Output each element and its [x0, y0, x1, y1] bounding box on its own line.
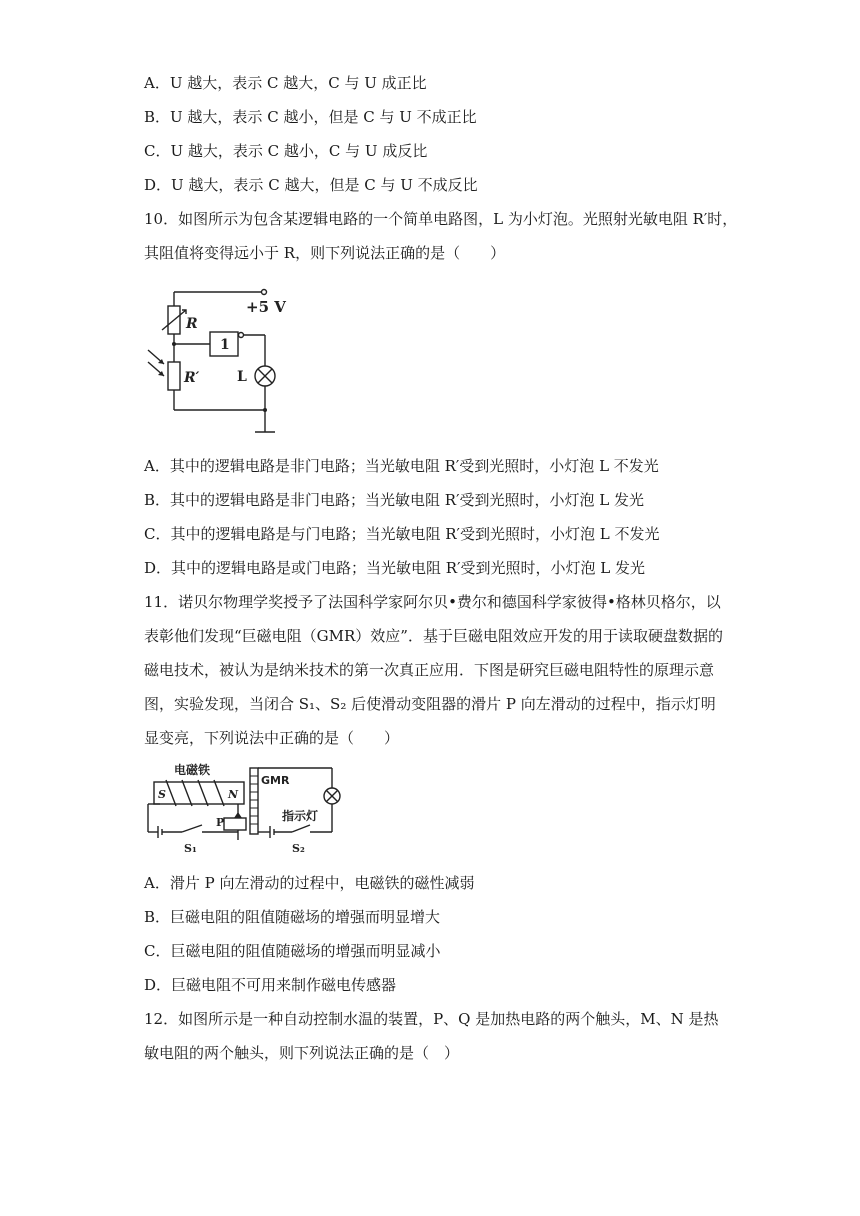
- q10-option-a: A．其中的逻辑电路是非门电路；当光敏电阻 R′受到光照时，小灯泡 L 不发光: [144, 457, 659, 475]
- q10-gate-label: 1: [220, 337, 230, 353]
- q11-option-b: B．巨磁电阻的阻值随磁场的增强而明显增大: [144, 908, 441, 926]
- q11-option-d: D．巨磁电阻不可用来制作磁电传感器: [144, 976, 397, 994]
- q10-photoresistor: [168, 362, 180, 390]
- q11-stem-line1: 11．诺贝尔物理学奖授予了法国科学家阿尔贝•费尔和德国科学家彼得•格林贝格尔，以: [144, 593, 721, 611]
- q11-electromagnet-label: 电磁铁: [174, 763, 211, 777]
- q10-resistor-r-label: R: [186, 316, 198, 332]
- q12-stem-line1: 12．如图所示是一种自动控制水温的装置，P、Q 是加热电路的两个触头，M、N 是热: [144, 1010, 719, 1028]
- q10-resistor-rp-label: R′: [184, 370, 200, 386]
- q11-stem-line3: 磁电技术，被认为是纳米技术的第一次真正应用．下图是研究巨磁电阻特性的原理示意: [144, 661, 715, 679]
- q11-option-c: C．巨磁电阻的阻值随磁场的增强而明显减小: [144, 942, 441, 960]
- q10-adjust-arrow: [162, 310, 186, 330]
- q11-option-a: A．滑片 P 向左滑动的过程中，电磁铁的磁性减弱: [144, 874, 475, 892]
- q10-lamp-label: L: [237, 369, 247, 385]
- q11-pole-n: N: [228, 788, 239, 801]
- q11-gmr-label: GMR: [261, 774, 290, 787]
- q11-gmr-circuit-diagram: [142, 762, 352, 856]
- q10-stem-line2: 其阻值将变得远小于 R，则下列说法正确的是（ ）: [144, 244, 506, 262]
- q9-option-c: C．U 越大，表示 C 越小，C 与 U 成反比: [144, 142, 428, 160]
- q11-slider-label: P: [216, 816, 225, 829]
- q10-option-c: C．其中的逻辑电路是与门电路；当光敏电阻 R′受到光照时，小灯泡 L 不发光: [144, 525, 660, 543]
- q11-stem-line5: 显变亮，下列说法中正确的是（ ）: [144, 729, 400, 747]
- q10-terminal: [262, 290, 267, 295]
- q10-voltage-label: +5 V: [246, 298, 286, 316]
- q11-stem-line2: 表彰他们发现“巨磁电阻（GMR）效应”．基于巨磁电阻效应开发的用于读取硬盘数据的: [144, 627, 723, 645]
- q11-coil: [166, 780, 224, 806]
- q9-option-d: D．U 越大，表示 C 越大，但是 C 与 U 不成反比: [144, 176, 478, 194]
- q11-switch2: [292, 825, 310, 832]
- q11-switch1-label: S₁: [184, 842, 197, 855]
- q11-stem-line4: 图，实验发现，当闭合 S₁、S₂ 后使滑动变阻器的滑片 P 向左滑动的过程中，指示灯明: [144, 695, 716, 713]
- q10-gate-bubble: [239, 333, 244, 338]
- q11-switch1: [182, 825, 202, 832]
- q11-pole-s: S: [158, 788, 166, 801]
- q9-option-b: B．U 越大，表示 C 越小，但是 C 与 U 不成正比: [144, 108, 477, 126]
- q11-rheostat: [224, 818, 246, 830]
- q10-circuit-diagram: [140, 282, 300, 437]
- q10-option-d: D．其中的逻辑电路是或门电路；当光敏电阻 R′受到光照时，小灯泡 L 发光: [144, 559, 645, 577]
- q10-option-b: B．其中的逻辑电路是非门电路；当光敏电阻 R′受到光照时，小灯泡 L 发光: [144, 491, 644, 509]
- q9-option-a: A．U 越大，表示 C 越大，C 与 U 成正比: [144, 74, 427, 92]
- q12-stem-line2: 敏电阻的两个触头，则下列说法正确的是（ ）: [144, 1044, 460, 1062]
- q11-switch2-label: S₂: [292, 842, 305, 855]
- q11-lamp-label: 指示灯: [282, 809, 319, 823]
- q10-stem-line1: 10．如图所示为包含某逻辑电路的一个简单电路图，L 为小灯泡。光照射光敏电阻 R′时，: [144, 210, 738, 228]
